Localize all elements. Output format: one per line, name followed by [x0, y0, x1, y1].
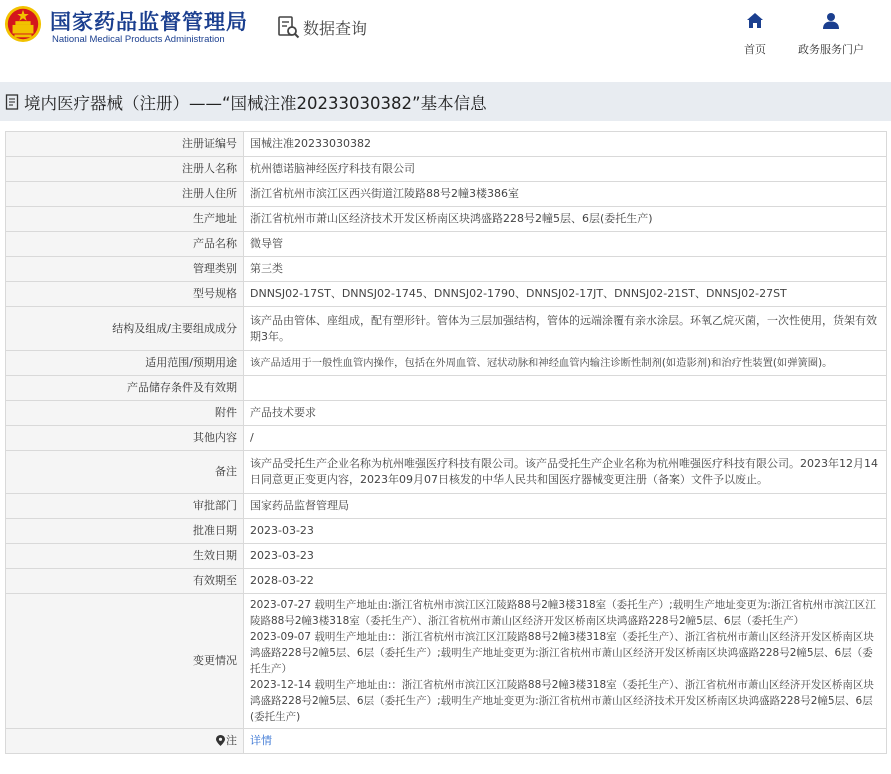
table-row — [6, 544, 887, 569]
brand-name-cn[interactable]: 国家药品监督管理局 — [50, 10, 248, 34]
location-pin-icon — [216, 735, 225, 746]
row-value: 国械注准20233030382 — [244, 132, 887, 157]
table-row — [6, 519, 887, 544]
row-label: 管理类别 — [6, 257, 244, 282]
brand-name-en[interactable]: National Medical Products Administration — [52, 34, 225, 45]
row-value: 浙江省杭州市萧山区经济技术开发区桥南区块鸿盛路228号2幢5层、6层(委托生产) — [244, 207, 887, 232]
table-row — [6, 132, 887, 157]
home-icon — [746, 12, 764, 29]
document-search-icon — [276, 15, 300, 39]
row-value: 国家药品监督管理局 — [244, 494, 887, 519]
note-label: 注 — [226, 734, 237, 747]
row-value — [244, 376, 887, 401]
row-label: 型号规格 — [6, 282, 244, 307]
row-label: 生产地址 — [6, 207, 244, 232]
table-row — [6, 157, 887, 182]
table-row — [6, 232, 887, 257]
row-label: 注册人名称 — [6, 157, 244, 182]
table-row — [6, 376, 887, 401]
row-label: 生效日期 — [6, 544, 244, 569]
table-row — [6, 182, 887, 207]
row-label: 备注 — [6, 451, 244, 494]
data-query-link[interactable] — [276, 14, 367, 40]
row-label: 审批部门 — [6, 494, 244, 519]
table-row — [6, 257, 887, 282]
row-label: 产品储存条件及有效期 — [6, 376, 244, 401]
site-header — [0, 0, 891, 70]
table-row-changes — [6, 594, 887, 729]
row-value: 2023-03-23 — [244, 519, 887, 544]
row-label: 适用范围/预期用途 — [6, 351, 244, 376]
row-label: 有效期至 — [6, 569, 244, 594]
table-row — [6, 351, 887, 376]
data-query-label: 数据查询 — [303, 18, 368, 38]
row-value: 该产品由管体、座组成，配有塑形针。管体为三层加强结构，管体的远端涂覆有亲水涂层。环氧乙烷灭菌，一次性使用，货架有效期3年。 — [244, 307, 887, 351]
row-value: 微导管 — [244, 232, 887, 257]
row-label: 附件 — [6, 401, 244, 426]
table-row — [6, 426, 887, 451]
row-value: 该产品适用于一般性血管内操作，包括在外周血管、冠状动脉和神经血管内输注诊断性制剂(如造影剂)和治疗性装置(如弹簧圈)。 — [244, 351, 887, 376]
details-link[interactable]: 详情 — [250, 734, 272, 747]
row-label: 结构及组成/主要组成成分 — [6, 307, 244, 351]
row-value: 该产品受托生产企业名称为杭州唯强医疗科技有限公司。该产品受托生产企业名称为杭州唯强医疗科技有限公司。2023年12月14日同意更正变更内容，2023年09月07日核发的中华人民共和国医疗器械变更注册（备案）文件予以废止。 — [244, 451, 887, 494]
row-label: 其他内容 — [6, 426, 244, 451]
table-row — [6, 307, 887, 351]
row-label: 产品名称 — [6, 232, 244, 257]
table-row — [6, 569, 887, 594]
table-row — [6, 451, 887, 494]
row-value: 2028-03-22 — [244, 569, 887, 594]
table-row — [6, 401, 887, 426]
nav-service-portal-label: 政务服务门户 — [798, 43, 864, 56]
table-row — [6, 282, 887, 307]
row-label: 注册人住所 — [6, 182, 244, 207]
note-value-cell — [244, 729, 887, 754]
row-value: DNNSJ02-17ST、DNNSJ02-1745、DNNSJ02-1790、DNNSJ02-17JT、DNNSJ02-21ST、DNNSJ02-27ST — [244, 282, 887, 307]
document-icon — [5, 94, 21, 110]
row-label: 批准日期 — [6, 519, 244, 544]
nav-service-portal[interactable] — [795, 12, 867, 57]
row-value: 第三类 — [244, 257, 887, 282]
table-row — [6, 207, 887, 232]
row-value: 产品技术要求 — [244, 401, 887, 426]
registration-detail-table — [5, 131, 887, 754]
nav-home[interactable] — [738, 12, 772, 57]
row-value: 杭州德诺脑神经医疗科技有限公司 — [244, 157, 887, 182]
page-title-bar — [0, 82, 891, 121]
row-value: 2023-03-23 — [244, 544, 887, 569]
row-label: 注册证编号 — [6, 132, 244, 157]
national-emblem-icon[interactable] — [4, 5, 42, 43]
change-entry: 2023-07-27 载明生产地址由:浙江省杭州市滨江区江陵路88号2幢3楼318室（委托生产）;载明生产地址变更为:浙江省杭州市滨江区江陵路88号2幢3楼318室（委托生产）、浙江省杭州市萧山区经济开发区桥南区块鸿盛路228号2幢5层、6层（委托生产） — [250, 599, 876, 627]
note-label-cell — [6, 729, 244, 754]
row-label: 变更情况 — [6, 594, 244, 729]
change-history — [244, 594, 887, 729]
table-row — [6, 494, 887, 519]
row-value: 浙江省杭州市滨江区西兴街道江陵路88号2幢3楼386室 — [244, 182, 887, 207]
table-row-note — [6, 729, 887, 754]
row-value: / — [244, 426, 887, 451]
change-entry: 2023-12-14 载明生产地址由:：浙江省杭州市滨江区江陵路88号2幢3楼318室（委托生产）、浙江省杭州市萧山区经济开发区桥南区块鸿盛路228号2幢5层、6层（委托生产）;载明生产地址变更为:浙江省杭州市萧山区经济技术开发区桥南区块鸿盛路228号2幢5层、6层(委托生产) — [250, 679, 874, 723]
user-icon — [822, 12, 840, 29]
change-entry: 2023-09-07 载明生产地址由:：浙江省杭州市滨江区江陵路88号2幢3楼318室（委托生产）、浙江省杭州市萧山区经济开发区桥南区块鸿盛路228号2幢5层、6层（委托生产）;载明生产地址变更为:浙江省杭州市萧山区经济开发区桥南区块鸿盛路228号2幢5层、6层（委托生产） — [250, 631, 874, 675]
page-title: 境内医疗器械（注册）——“国械注准20233030382”基本信息 — [24, 93, 487, 113]
nav-home-label: 首页 — [744, 43, 766, 56]
